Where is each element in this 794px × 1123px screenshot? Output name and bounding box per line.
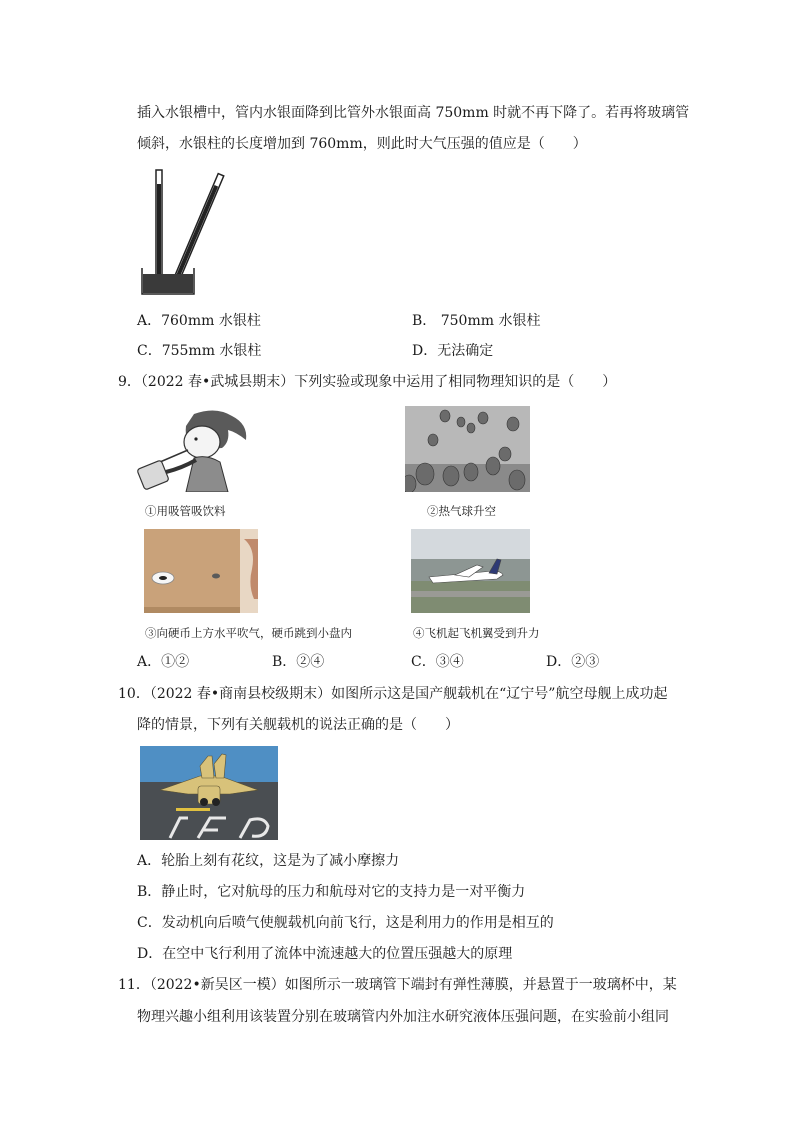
balloons-drawing <box>405 406 530 492</box>
airplane-drawing <box>411 529 530 613</box>
q9-option-d: D．②③ <box>546 654 600 670</box>
airplane-takeoff-photo <box>411 529 530 613</box>
mercury-tube-figure <box>136 164 236 300</box>
q9-option-a: A．①② <box>137 654 190 670</box>
q8-option-b: B． 750mm 水银柱 <box>412 313 541 329</box>
coin-experiment-drawing <box>144 529 258 613</box>
q9-caption-2: ②热气球升空 <box>427 504 496 518</box>
q9-caption-4: ④飞机起飞机翼受到升力 <box>413 626 540 640</box>
q10-stem-line-1: 10．（2022 春•商南县校级期末）如图所示这是国产舰载机在“辽宁号”航空母舰上成功起 <box>118 686 668 702</box>
q10-stem-line-2: 降的情景，下列有关舰载机的说法正确的是（ ） <box>137 717 459 733</box>
q8-stem-line-1: 插入水银槽中，管内水银面降到比管外水银面高 750mm 时就不再下降了。若再将玻璃管 <box>137 105 690 121</box>
q9-option-c: C．③④ <box>411 654 464 670</box>
carrier-jet-drawing <box>140 746 278 840</box>
girl-with-straw-drawing <box>136 406 252 492</box>
q8-option-d: D．无法确定 <box>412 343 494 359</box>
q9-stem: 9．（2022 春•武城县期末）下列实验或现象中运用了相同物理知识的是（ ） <box>118 374 617 390</box>
carrier-jet-photo <box>140 746 278 840</box>
q9-caption-1: ①用吸管吸饮料 <box>145 504 226 518</box>
q10-option-c: C．发动机向后喷气使舰载机向前飞行，这是利用力的作用是相互的 <box>137 915 554 931</box>
q8-option-c: C．755mm 水银柱 <box>137 343 262 359</box>
q9-option-b: B．②④ <box>272 654 325 670</box>
hot-air-balloons-photo <box>405 406 530 492</box>
q11-stem-line-2: 物理兴趣小组利用该装置分别在玻璃管内外加注水研究液体压强问题，在实验前小组同 <box>137 1009 669 1025</box>
q10-option-d: D．在空中飞行利用了流体中流速越大的位置压强越大的原理 <box>137 946 513 962</box>
q8-stem-line-2: 倾斜，水银柱的长度增加到 760mm，则此时大气压强的值应是（ ） <box>137 136 587 152</box>
torricelli-apparatus-drawing <box>136 164 236 300</box>
coin-blowing-photo <box>144 529 258 613</box>
q9-caption-3: ③向硬币上方水平吹气，硬币跳到小盘内 <box>145 626 352 640</box>
q10-option-b: B．静止时，它对航母的压力和航母对它的支持力是一对平衡力 <box>137 884 526 900</box>
q11-stem-line-1: 11．（2022•新吴区一模）如图所示一玻璃管下端封有弹性薄膜，并悬置于一玻璃杯中，某 <box>118 977 677 993</box>
q8-option-a: A．760mm 水银柱 <box>137 313 261 329</box>
q10-option-a: A．轮胎上刻有花纹，这是为了减小摩擦力 <box>137 853 400 869</box>
girl-drinking-straw-image <box>136 406 252 492</box>
